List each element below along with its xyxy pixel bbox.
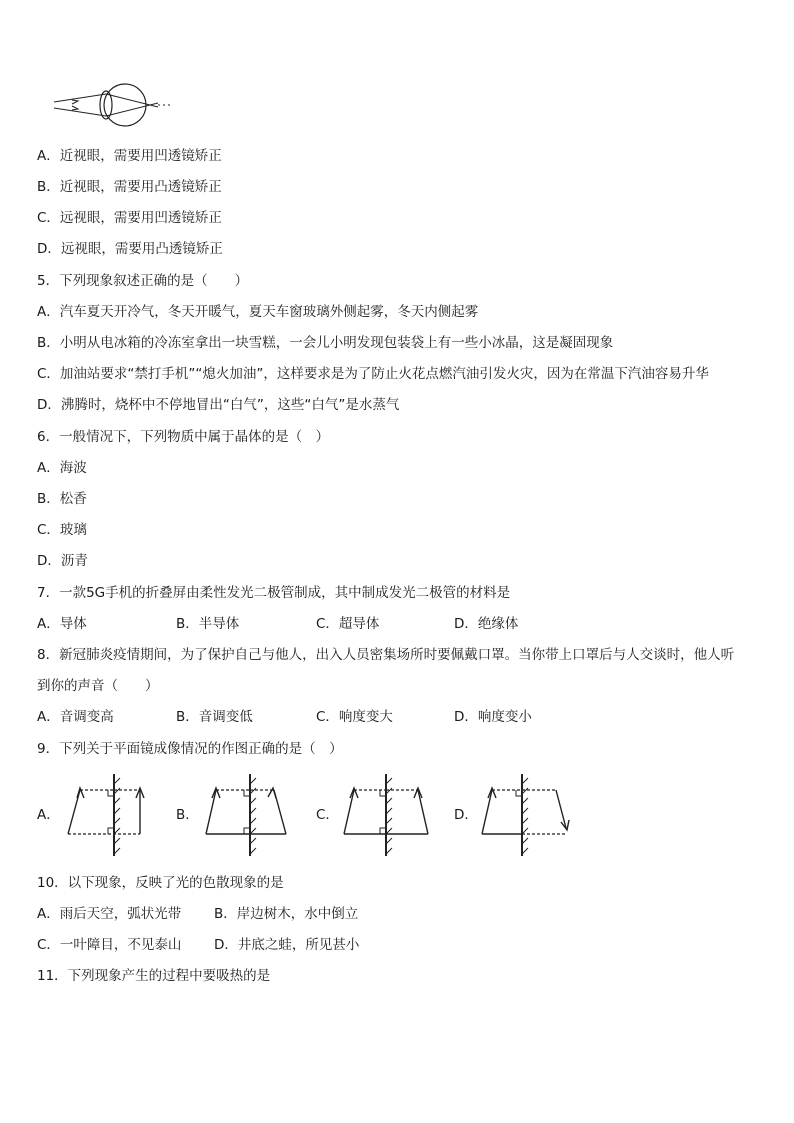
q8-option-a: A．音调变高 [37, 709, 114, 725]
q5-option-d: D．沸腾时，烧杯中不停地冒出“白气”，这些“白气”是水蒸气 [37, 397, 400, 413]
q10-stem: 10．以下现象，反映了光的色散现象的是 [37, 875, 284, 891]
q7-option-d: D．绝缘体 [454, 616, 519, 632]
light-ray-lower [54, 108, 106, 116]
q9-figure-a [64, 770, 144, 860]
q7-option-c: C．超导体 [316, 616, 380, 632]
arrow-head [72, 100, 78, 104]
q6-stem: 6．一般情况下，下列物质中属于晶体的是（ ） [37, 429, 330, 445]
q10-option-a: A．雨后天空，弧状光带 [37, 906, 182, 922]
q4-option-d: D．远视眼，需要用凸透镜矫正 [37, 241, 223, 257]
q9-label-a: A． [37, 807, 60, 823]
q5-stem: 5．下列现象叙述正确的是（ ） [37, 273, 249, 289]
q6-option-a: A．海波 [37, 460, 87, 476]
q4-option-c: C．远视眼，需要用凹透镜矫正 [37, 210, 222, 226]
q5-option-a: A．汽车夏天开冷气，冬天开暖气，夏天车窗玻璃外侧起雾，冬天内侧起雾 [37, 304, 479, 320]
q8-option-d: D．响度变小 [454, 709, 532, 725]
q9-figure-c [340, 770, 435, 860]
q11-stem: 11．下列现象产生的过程中要吸热的是 [37, 968, 271, 984]
q6-option-b: B．松香 [37, 491, 87, 507]
q7-stem: 7．一款5G手机的折叠屏由柔性发光二极管制成，其中制成发光二极管的材料是 [37, 585, 511, 601]
arrow-head [72, 106, 78, 110]
q9-label-c: C． [316, 807, 339, 823]
q6-option-d: D．沥青 [37, 553, 88, 569]
light-ray-upper [54, 94, 106, 102]
q10-option-b: B．岸边树木，水中倒立 [214, 906, 359, 922]
q5-option-c: C．加油站要求“禁打手机”“熄火加油”，这样要求是为了防止火花点燃汽油引发火灾，因为在常温下汽油容易升华 [37, 366, 709, 382]
q8-option-b: B．音调变低 [176, 709, 253, 725]
q10-option-d: D．井底之蛙，所见甚小 [214, 937, 360, 953]
q10-option-c: C．一叶障目，不见泰山 [37, 937, 182, 953]
q7-option-b: B．半导体 [176, 616, 240, 632]
eye-diagram [50, 80, 190, 130]
q8-stem-line1: 8．新冠肺炎疫情期间，为了保护自己与他人，出入人员密集场所时要佩戴口罩。当你带上口罩后与人交谈时，他人听 [37, 647, 735, 663]
q8-stem-line2: 到你的声音（ ） [37, 678, 159, 694]
q9-label-d: D． [454, 807, 478, 823]
q9-figure-d [478, 770, 578, 860]
q9-figure-b [202, 770, 292, 860]
q6-option-c: C．玻璃 [37, 522, 87, 538]
q9-label-b: B． [176, 807, 199, 823]
q7-option-a: A．导体 [37, 616, 87, 632]
q4-option-a: A．近视眼，需要用凹透镜矫正 [37, 148, 222, 164]
q5-option-b: B．小明从电冰箱的冷冻室拿出一块雪糕，一会儿小明发现包装袋上有一些小冰晶，这是凝固现象 [37, 335, 614, 351]
q8-option-c: C．响度变大 [316, 709, 393, 725]
light-ray-lower-inner [106, 103, 158, 116]
q4-option-b: B．近视眼，需要用凸透镜矫正 [37, 179, 222, 195]
eyeball [104, 84, 146, 126]
q9-stem: 9．下列关于平面镜成像情况的作图正确的是（ ） [37, 741, 343, 757]
